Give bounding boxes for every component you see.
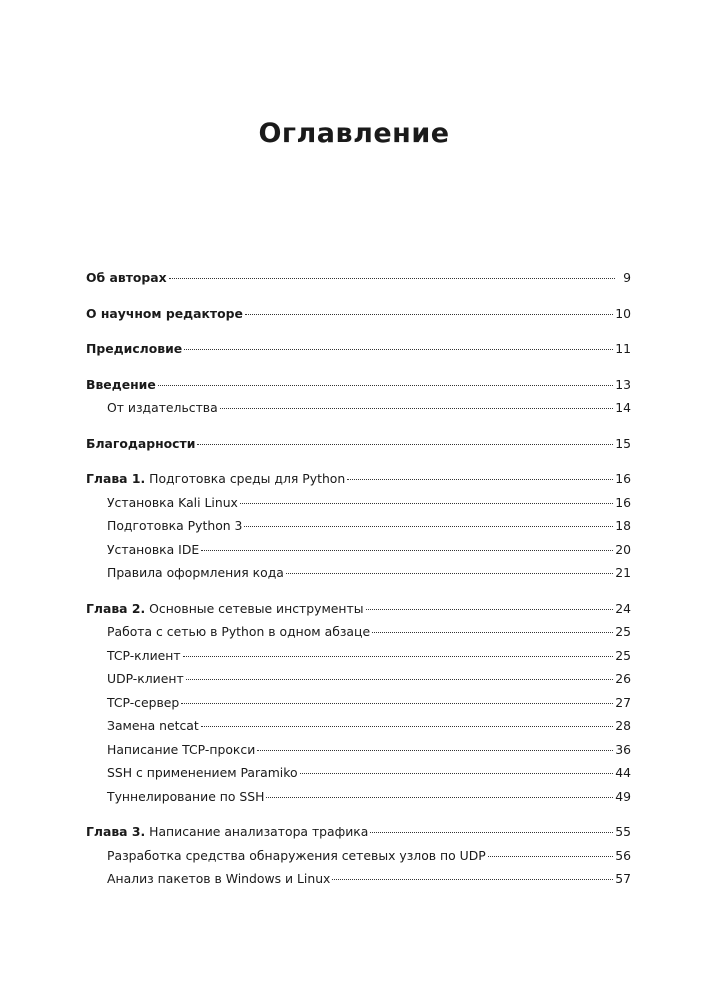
toc-entry-title <box>86 601 364 616</box>
dot-leader <box>300 773 614 774</box>
dot-leader <box>347 479 613 480</box>
toc-entry-title: Правила оформления кода <box>107 565 284 580</box>
page-title: Оглавление <box>258 118 450 149</box>
toc-page-number: 26 <box>615 671 631 686</box>
dot-leader <box>245 314 613 315</box>
toc-page-number: 16 <box>615 471 631 486</box>
toc-page-number: 36 <box>615 741 631 757</box>
toc-page-number: 57 <box>615 871 631 886</box>
toc-entry-title: SSH с применением Paramiko <box>107 765 298 780</box>
dot-leader <box>266 797 613 798</box>
toc-page-number: 11 <box>615 341 631 356</box>
toc-subentry <box>86 765 631 789</box>
toc-entry-title: Замена netcat <box>107 718 199 733</box>
toc-chapter-title: Подготовка среды для Python <box>149 471 346 486</box>
toc-entry-title: Благодарности <box>86 435 196 451</box>
dot-leader <box>197 444 613 445</box>
toc-subentry <box>86 695 631 719</box>
dot-leader <box>158 385 613 386</box>
toc-entry-title: Установка IDE <box>107 541 200 557</box>
toc-chapter-title: Написание анализатора трафика <box>149 824 369 839</box>
toc-subentry <box>86 671 631 695</box>
toc-page-number: 27 <box>615 694 631 710</box>
toc-page-number: 49 <box>615 788 631 804</box>
toc-entry-title <box>86 824 368 839</box>
toc-subentry <box>86 624 631 648</box>
toc-page-number: 25 <box>615 647 631 663</box>
toc-group <box>86 270 631 294</box>
toc-subentry <box>86 789 631 813</box>
dot-leader <box>257 750 613 751</box>
toc-page-number: 21 <box>615 565 631 580</box>
table-of-contents <box>86 270 631 907</box>
dot-leader <box>240 503 613 504</box>
toc-page-number: 14 <box>615 400 631 415</box>
toc-entry-title: От издательства <box>107 400 218 415</box>
dot-leader <box>488 856 613 857</box>
toc-subentry <box>86 871 631 895</box>
toc-group <box>86 471 631 589</box>
toc-page-number: 55 <box>615 824 631 839</box>
dot-leader <box>201 550 613 551</box>
toc-subentry <box>86 718 631 742</box>
toc-group <box>86 377 631 424</box>
dot-leader <box>220 408 614 409</box>
toc-group <box>86 306 631 330</box>
toc-chapter-label: Глава 2. <box>86 600 146 616</box>
toc-subentry <box>86 518 631 542</box>
toc-subentry <box>86 400 631 424</box>
toc-entry-title: О научном редакторе <box>86 305 243 321</box>
dot-leader <box>183 656 614 657</box>
toc-subentry <box>86 565 631 589</box>
toc-chapter-title: Основные сетевые инструменты <box>149 600 364 616</box>
toc-entry-title: TCP-клиент <box>107 647 181 663</box>
toc-chapter-entry <box>86 471 631 495</box>
toc-entry <box>86 270 631 294</box>
toc-page-number: 28 <box>615 718 631 733</box>
toc-entry-title: Разработка средства обнаружения сетевых узлов по UDP <box>107 847 486 863</box>
toc-group <box>86 341 631 365</box>
toc-entry-title: Подготовка Python 3 <box>107 518 243 533</box>
toc-page-number: 13 <box>615 376 631 392</box>
toc-page-number: 15 <box>615 435 631 451</box>
toc-entry-title: Предисловие <box>86 341 183 356</box>
toc-entry <box>86 306 631 330</box>
dot-leader <box>370 832 613 833</box>
dot-leader <box>332 879 613 880</box>
toc-entry-title <box>86 471 345 486</box>
toc-entry <box>86 341 631 365</box>
dot-leader <box>186 679 614 680</box>
toc-subentry <box>86 648 631 672</box>
toc-page-number: 56 <box>615 847 631 863</box>
toc-entry-title: Написание TCP-прокси <box>107 741 256 757</box>
toc-chapter-label: Глава 1. <box>86 471 146 486</box>
toc-entry-title: Туннелирование по SSH <box>107 788 265 804</box>
toc-chapter-entry <box>86 824 631 848</box>
toc-group <box>86 601 631 813</box>
toc-entry <box>86 377 631 401</box>
dot-leader <box>366 609 614 610</box>
dot-leader <box>169 278 615 279</box>
toc-page-number: 25 <box>615 624 631 639</box>
toc-entry-title: UDP-клиент <box>107 671 184 686</box>
toc-entry-title: Об авторах <box>86 270 167 285</box>
dot-leader <box>181 703 613 704</box>
toc-page-number: 24 <box>615 600 631 616</box>
dot-leader <box>201 726 613 727</box>
toc-page-number: 44 <box>615 765 631 780</box>
toc-chapter-entry <box>86 601 631 625</box>
toc-page-number: 16 <box>615 494 631 510</box>
toc-entry-title: Работа с сетью в Python в одном абзаце <box>107 624 371 639</box>
toc-entry-title: Анализ пакетов в Windows и Linux <box>107 871 331 886</box>
toc-subentry <box>86 495 631 519</box>
toc-group <box>86 824 631 895</box>
toc-entry-title: Введение <box>86 376 156 392</box>
dot-leader <box>184 349 613 350</box>
toc-page-number: 18 <box>615 518 631 533</box>
toc-subentry <box>86 742 631 766</box>
toc-chapter-label: Глава 3. <box>86 824 146 839</box>
toc-entry <box>86 436 631 460</box>
toc-page-number: 20 <box>615 541 631 557</box>
toc-entry-title: Установка Kali Linux <box>107 494 238 510</box>
toc-group <box>86 436 631 460</box>
dot-leader <box>244 526 613 527</box>
toc-subentry <box>86 848 631 872</box>
toc-entry-title: TCP-сервер <box>107 694 180 710</box>
toc-subentry <box>86 542 631 566</box>
dot-leader <box>286 573 613 574</box>
toc-page-number: 9 <box>623 270 631 285</box>
dot-leader <box>372 632 613 633</box>
toc-page-number: 10 <box>615 305 631 321</box>
